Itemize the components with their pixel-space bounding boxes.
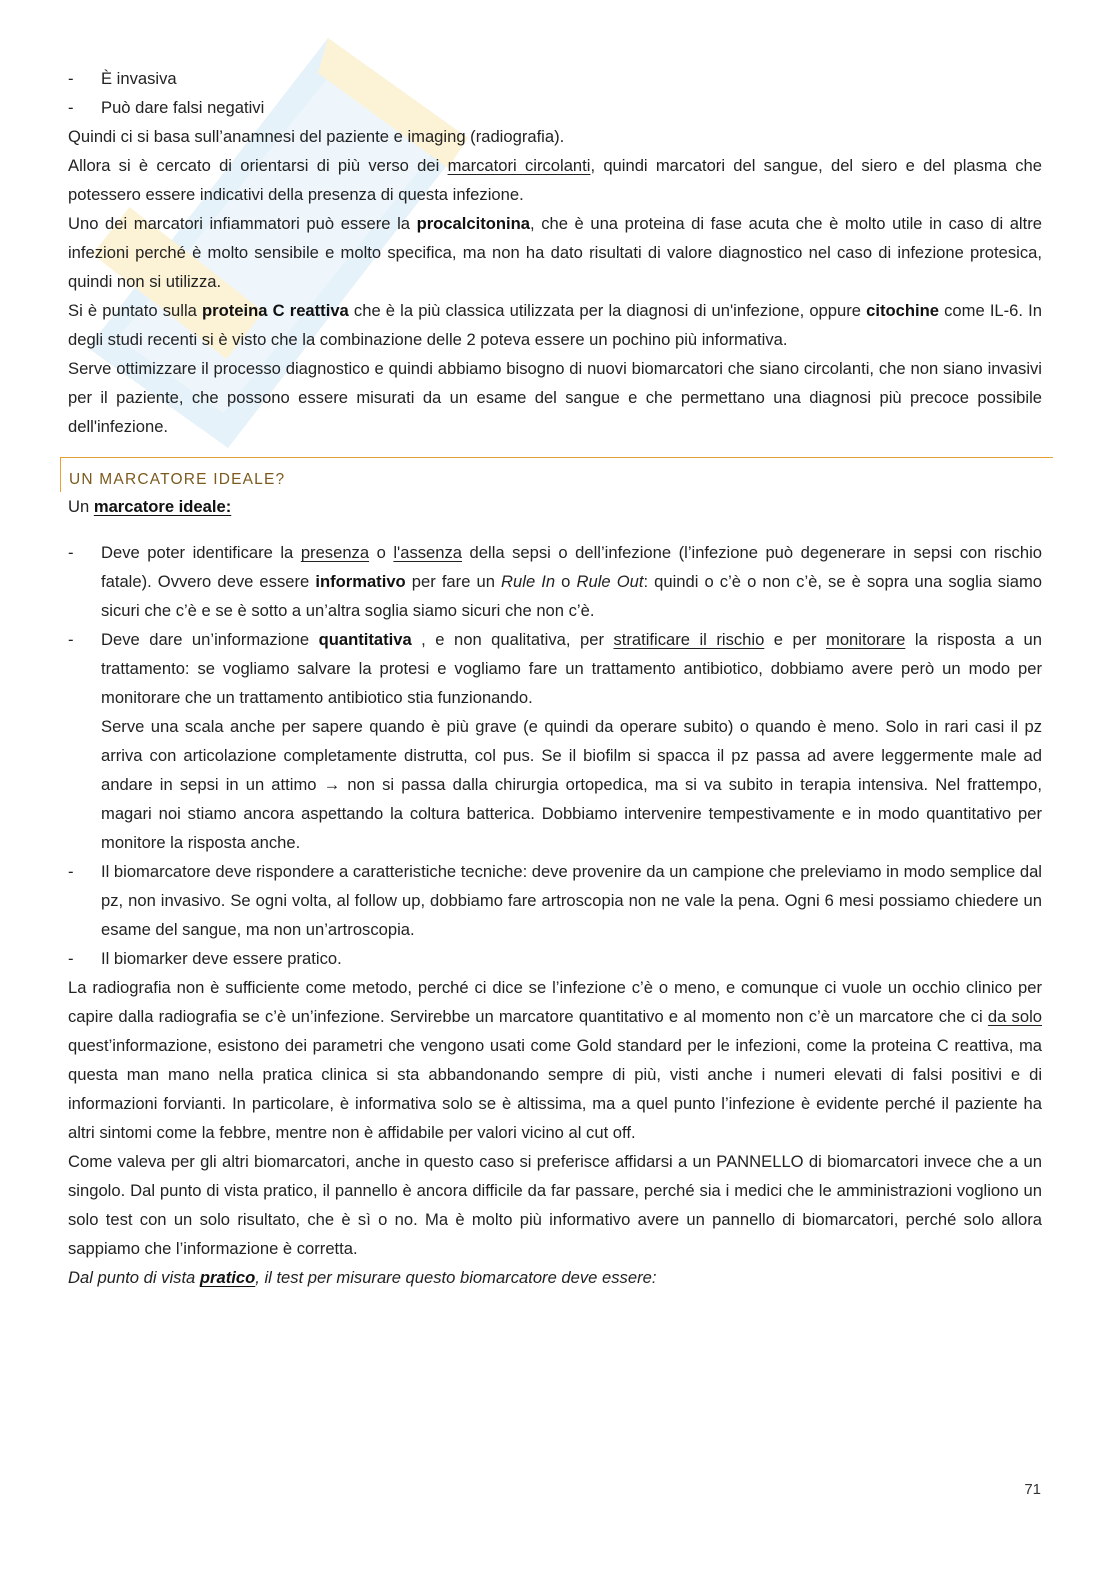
section-heading: UN MARCATORE IDEALE?	[60, 457, 1053, 492]
list-item: - Deve poter identificare la presenza o l'assenza della sepsi o dell’infezione (l’infezione può degenerare in sepsi con rischio fatale). Ovvero deve essere informativo per fare un Rule In o Rule Out: quindi o c’è o non c’è, se è sopra una soglia siamo sicuri che c’è e se è sotto a un’altra soglia siamo sicuri che non c’è.	[68, 538, 1042, 625]
paragraph: Si è puntato sulla proteina C reattiva che è la più classica utilizzata per la diagnosi di un'infezione, oppure citochine come IL-6. In degli studi recenti si è visto che la combinazione delle 2 poteva essere un pochino più informativa.	[68, 301, 1042, 349]
paragraph: La radiografia non è sufficiente come metodo, perché ci dice se l’infezione c’è o meno, e comunque ci vuole un occhio clinico per capire dalla radiografia se c’è un’infezione. Servirebbe un marcatore quantitativo e al momento non c’è un marcatore che ci da solo quest’informazione, esistono dei parametri che vengono usati come Gold standard per le infezioni, come la proteina C reattiva, ma questa man mano nella pratica clinica si sta abbandonando sempre di più, visti anche i numeri elevati di falsi positivi e di informazioni forvianti. In particolare, è informativa solo se è altissima, ma a quel punto l’infezione è evidente perché il paziente ha altri sintomi come la febbre, mentre non è affidabile per valori vicino al cut off.	[68, 978, 1042, 1142]
paragraph: Uno dei marcatori infiammatori può essere la procalcitonina, che è una proteina di fase acuta che è molto utile in caso di altre infezioni perché è molto sensibile e molto specifica, ma non ha dato risultati di valore diagnostico nel caso di infezione protesica, quindi non si utilizza.	[68, 214, 1042, 291]
page-number: 71	[1024, 1481, 1041, 1498]
paragraph: Serve ottimizzare il processo diagnostico e quindi abbiamo bisogno di nuovi biomarcatori che siano circolanti, che non siano invasivi per il paziente, che possono essere misurati da un esame del sangue e che permettano una diagnosi più precoce possibile dell'infezione.	[68, 359, 1042, 436]
paragraph: Quindi ci si basa sull’anamnesi del paziente e imaging (radiografia).	[68, 127, 565, 146]
list-item: - Deve dare un’informazione quantitativa , e non qualitativa, per stratificare il rischio e per monitorare la risposta a un trattamento: se vogliamo salvare la protesi e vogliamo fare un trattamento antibiotico, dobbiamo avere però un modo per monitorare che un trattamento antibiotico stia funzionando. Serve una scala anche per sapere quando è più grave (e quindi da operare subito) o quando è meno. Solo in rari casi il pz arriva con articolazione completamente distrutta, col pus. Se il biofilm si spacca il pz passa ad avere leggermente male ad andare in sepsi in un attimo → non si passa dalla chirurgia ortopedica, ma si va subito in terapia intensiva. Nel frattempo, magari noi stiamo ancora aspettando la coltura batterica. Dobbiamo intervenire tempestivamente e in modo quantitativo per monitore la risposta anche.	[68, 625, 1042, 857]
list-item: - Il biomarcatore deve rispondere a caratteristiche tecniche: deve provenire da un campione che preleviamo in modo semplice dal pz, non invasivo. Se ogni volta, al follow up, dobbiamo fare artroscopia non ne vale la pena. Ogni 6 mesi possiamo chiedere un esame del sangue, ma non un’artroscopia.	[68, 857, 1042, 944]
list-item: - Può dare falsi negativi	[68, 93, 1042, 122]
paragraph: Allora si è cercato di orientarsi di più verso dei marcatori circolanti, quindi marcatori del sangue, del siero e del plasma che potessero essere indicativi della presenza di questa infezione.	[68, 156, 1042, 204]
page-content	[68, 64, 1042, 1292]
list-item: - Il biomarker deve essere pratico.	[68, 944, 1042, 973]
paragraph: Dal punto di vista pratico, il test per misurare questo biomarcatore deve essere:	[68, 1268, 657, 1287]
list-item: - È invasiva	[68, 64, 1042, 93]
paragraph: Come valeva per gli altri biomarcatori, anche in questo caso si preferisce affidarsi a un PANNELLO di biomarcatori invece che a un singolo. Dal punto di vista pratico, il pannello è ancora difficile da far passare, perché sia i medici che le amministrazioni vogliono un solo test con un solo risultato, che è sì o no. Ma è molto più informativo avere un pannello di biomarcatori, perché solo allora sappiamo che l’informazione è corretta.	[68, 1152, 1042, 1258]
paragraph: Un marcatore ideale:	[68, 497, 232, 516]
list-item-continuation: Serve una scala anche per sapere quando è più grave (e quindi da operare subito) o quando è meno. Solo in rari casi il pz arriva con articolazione completamente distrutta, col pus. Se il biofilm si spacca il pz passa ad avere leggermente male ad andare in sepsi in un attimo → non si passa dalla chirurgia ortopedica, ma si va subito in terapia intensiva. Nel frattempo, magari noi stiamo ancora aspettando la coltura batterica. Dobbiamo intervenire tempestivamente e in modo quantitativo per monitore la risposta anche.	[101, 717, 1042, 852]
